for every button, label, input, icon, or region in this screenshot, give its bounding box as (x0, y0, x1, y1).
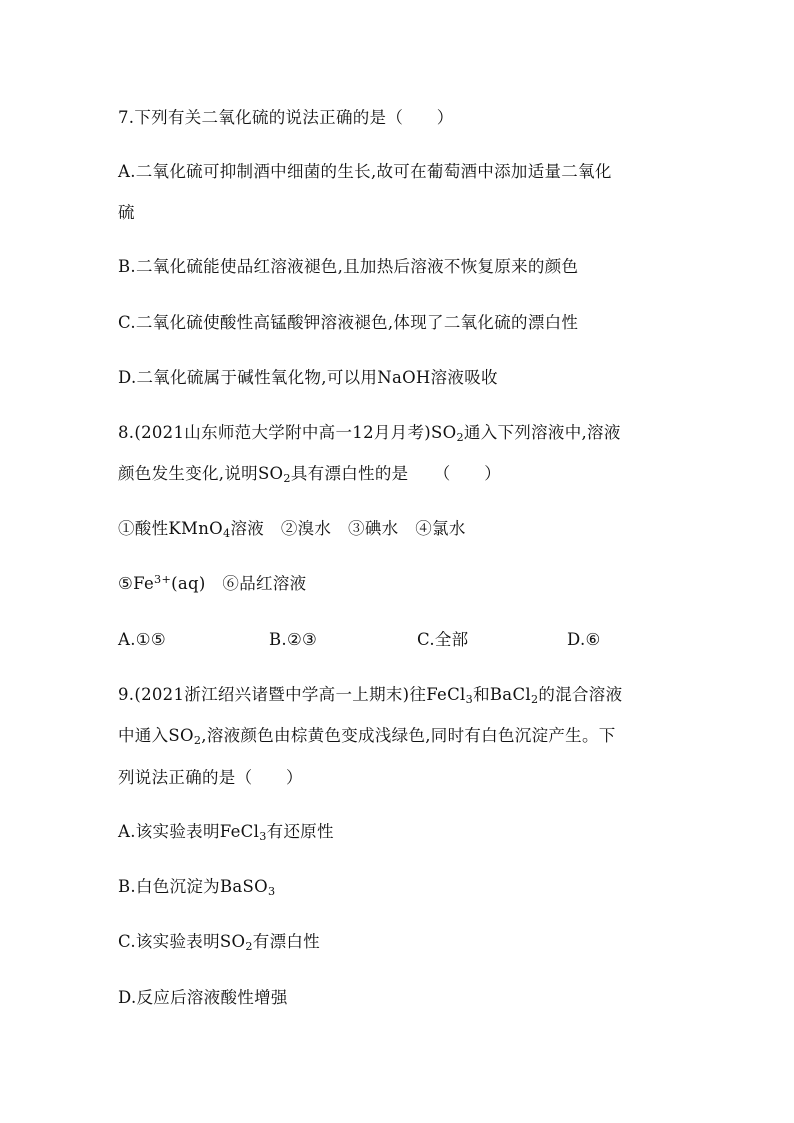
q8-item-text: ①酸性KMnO (118, 519, 223, 538)
q9-option-c-text: C.该实验表明SO (118, 932, 246, 951)
q8-item-text: (aq) ⑥品红溶液 (171, 574, 307, 593)
q9-stem-text: 的混合溶液 (538, 685, 623, 704)
superscript: 3+ (154, 572, 172, 586)
q7-option-b-text: B.二氧化硫能使品红溶液褪色,且加热后溶液不恢复原来的颜色 (118, 257, 579, 276)
q8-stem-text: 通入下列溶液中,溶液 (463, 423, 621, 442)
subscript: 2 (530, 692, 539, 706)
q7-option-a-text-cont: 硫 (118, 203, 135, 222)
q7-stem (118, 107, 454, 129)
q8-option-b (269, 629, 317, 651)
q8-option-a-text: A.①⑤ (118, 630, 166, 649)
q9-stem-line3 (118, 767, 303, 789)
q7-option-a-text: A.二氧化硫可抑制酒中细菌的生长,故可在葡萄酒中添加适量二氧化 (118, 162, 612, 181)
q8-option-d (567, 629, 601, 651)
q8-stem-text: 8.(2021山东师范大学附中高一12月月考)SO (118, 423, 457, 442)
q7-option-c-text: C.二氧化硫使酸性高锰酸钾溶液褪色,体现了二氧化硫的漂白性 (118, 313, 579, 332)
q9-stem-line1 (118, 684, 622, 706)
q7-option-d (118, 367, 498, 389)
q8-stem-text: 颜色发生变化,说明SO (118, 464, 284, 483)
q9-option-d (118, 987, 288, 1009)
q8-stem-line2 (118, 463, 501, 485)
q9-stem-text: 列说法正确的是（ ） (118, 768, 303, 787)
q8-item-text: ⑤Fe (118, 574, 155, 593)
q9-option-b (118, 876, 275, 898)
q9-option-a (118, 821, 334, 843)
q7-option-b (118, 256, 578, 278)
q9-option-a-text: 有还原性 (266, 822, 334, 841)
q9-stem-text: 和BaCl (473, 685, 531, 704)
subscript: 2 (456, 430, 464, 444)
q8-stem-text: 具有漂白性的是 （ ） (290, 464, 501, 483)
subscript: 2 (283, 471, 291, 485)
q7-stem-text: 7.下列有关二氧化硫的说法正确的是（ ） (118, 108, 454, 127)
subscript: 3 (259, 829, 267, 843)
q9-option-b-text: B.白色沉淀为BaSO (118, 877, 268, 896)
subscript: 3 (465, 692, 474, 706)
q9-stem-text: 9.(2021浙江绍兴诸暨中学高一上期末)往FeCl (118, 685, 466, 704)
q9-option-d-text: D.反应后溶液酸性增强 (118, 988, 288, 1007)
q7-option-a-line2 (118, 202, 135, 224)
q8-item-text: 溶液 ②溴水 ③碘水 ④氯水 (230, 519, 466, 538)
q9-option-c (118, 931, 320, 953)
q9-stem-line2 (118, 725, 616, 747)
q8-items-line2 (118, 573, 306, 595)
q8-option-c (417, 629, 468, 651)
q8-option-d-text: D.⑥ (567, 630, 601, 649)
q8-option-b-text: B.②③ (269, 630, 318, 649)
subscript: 2 (193, 733, 202, 747)
q9-option-a-text: A.该实验表明FeCl (118, 822, 260, 841)
q7-option-c (118, 312, 578, 334)
q8-stem-line1 (118, 422, 621, 444)
subscript: 2 (245, 939, 253, 953)
q9-option-c-text: 有漂白性 (252, 932, 320, 951)
q8-items-line1 (118, 518, 466, 540)
subscript: 4 (222, 526, 231, 540)
q9-stem-text: ,溶液颜色由棕黄色变成浅绿色,同时有白色沉淀产生。下 (201, 726, 616, 745)
q7-option-d-text: D.二氧化硫属于碱性氧化物,可以用NaOH溶液吸收 (118, 368, 498, 387)
q8-option-a (118, 629, 166, 651)
q7-option-a-line1 (118, 161, 612, 183)
subscript: 3 (267, 884, 276, 898)
q9-stem-text: 中通入SO (118, 726, 194, 745)
q8-option-c-text: C.全部 (417, 630, 469, 649)
